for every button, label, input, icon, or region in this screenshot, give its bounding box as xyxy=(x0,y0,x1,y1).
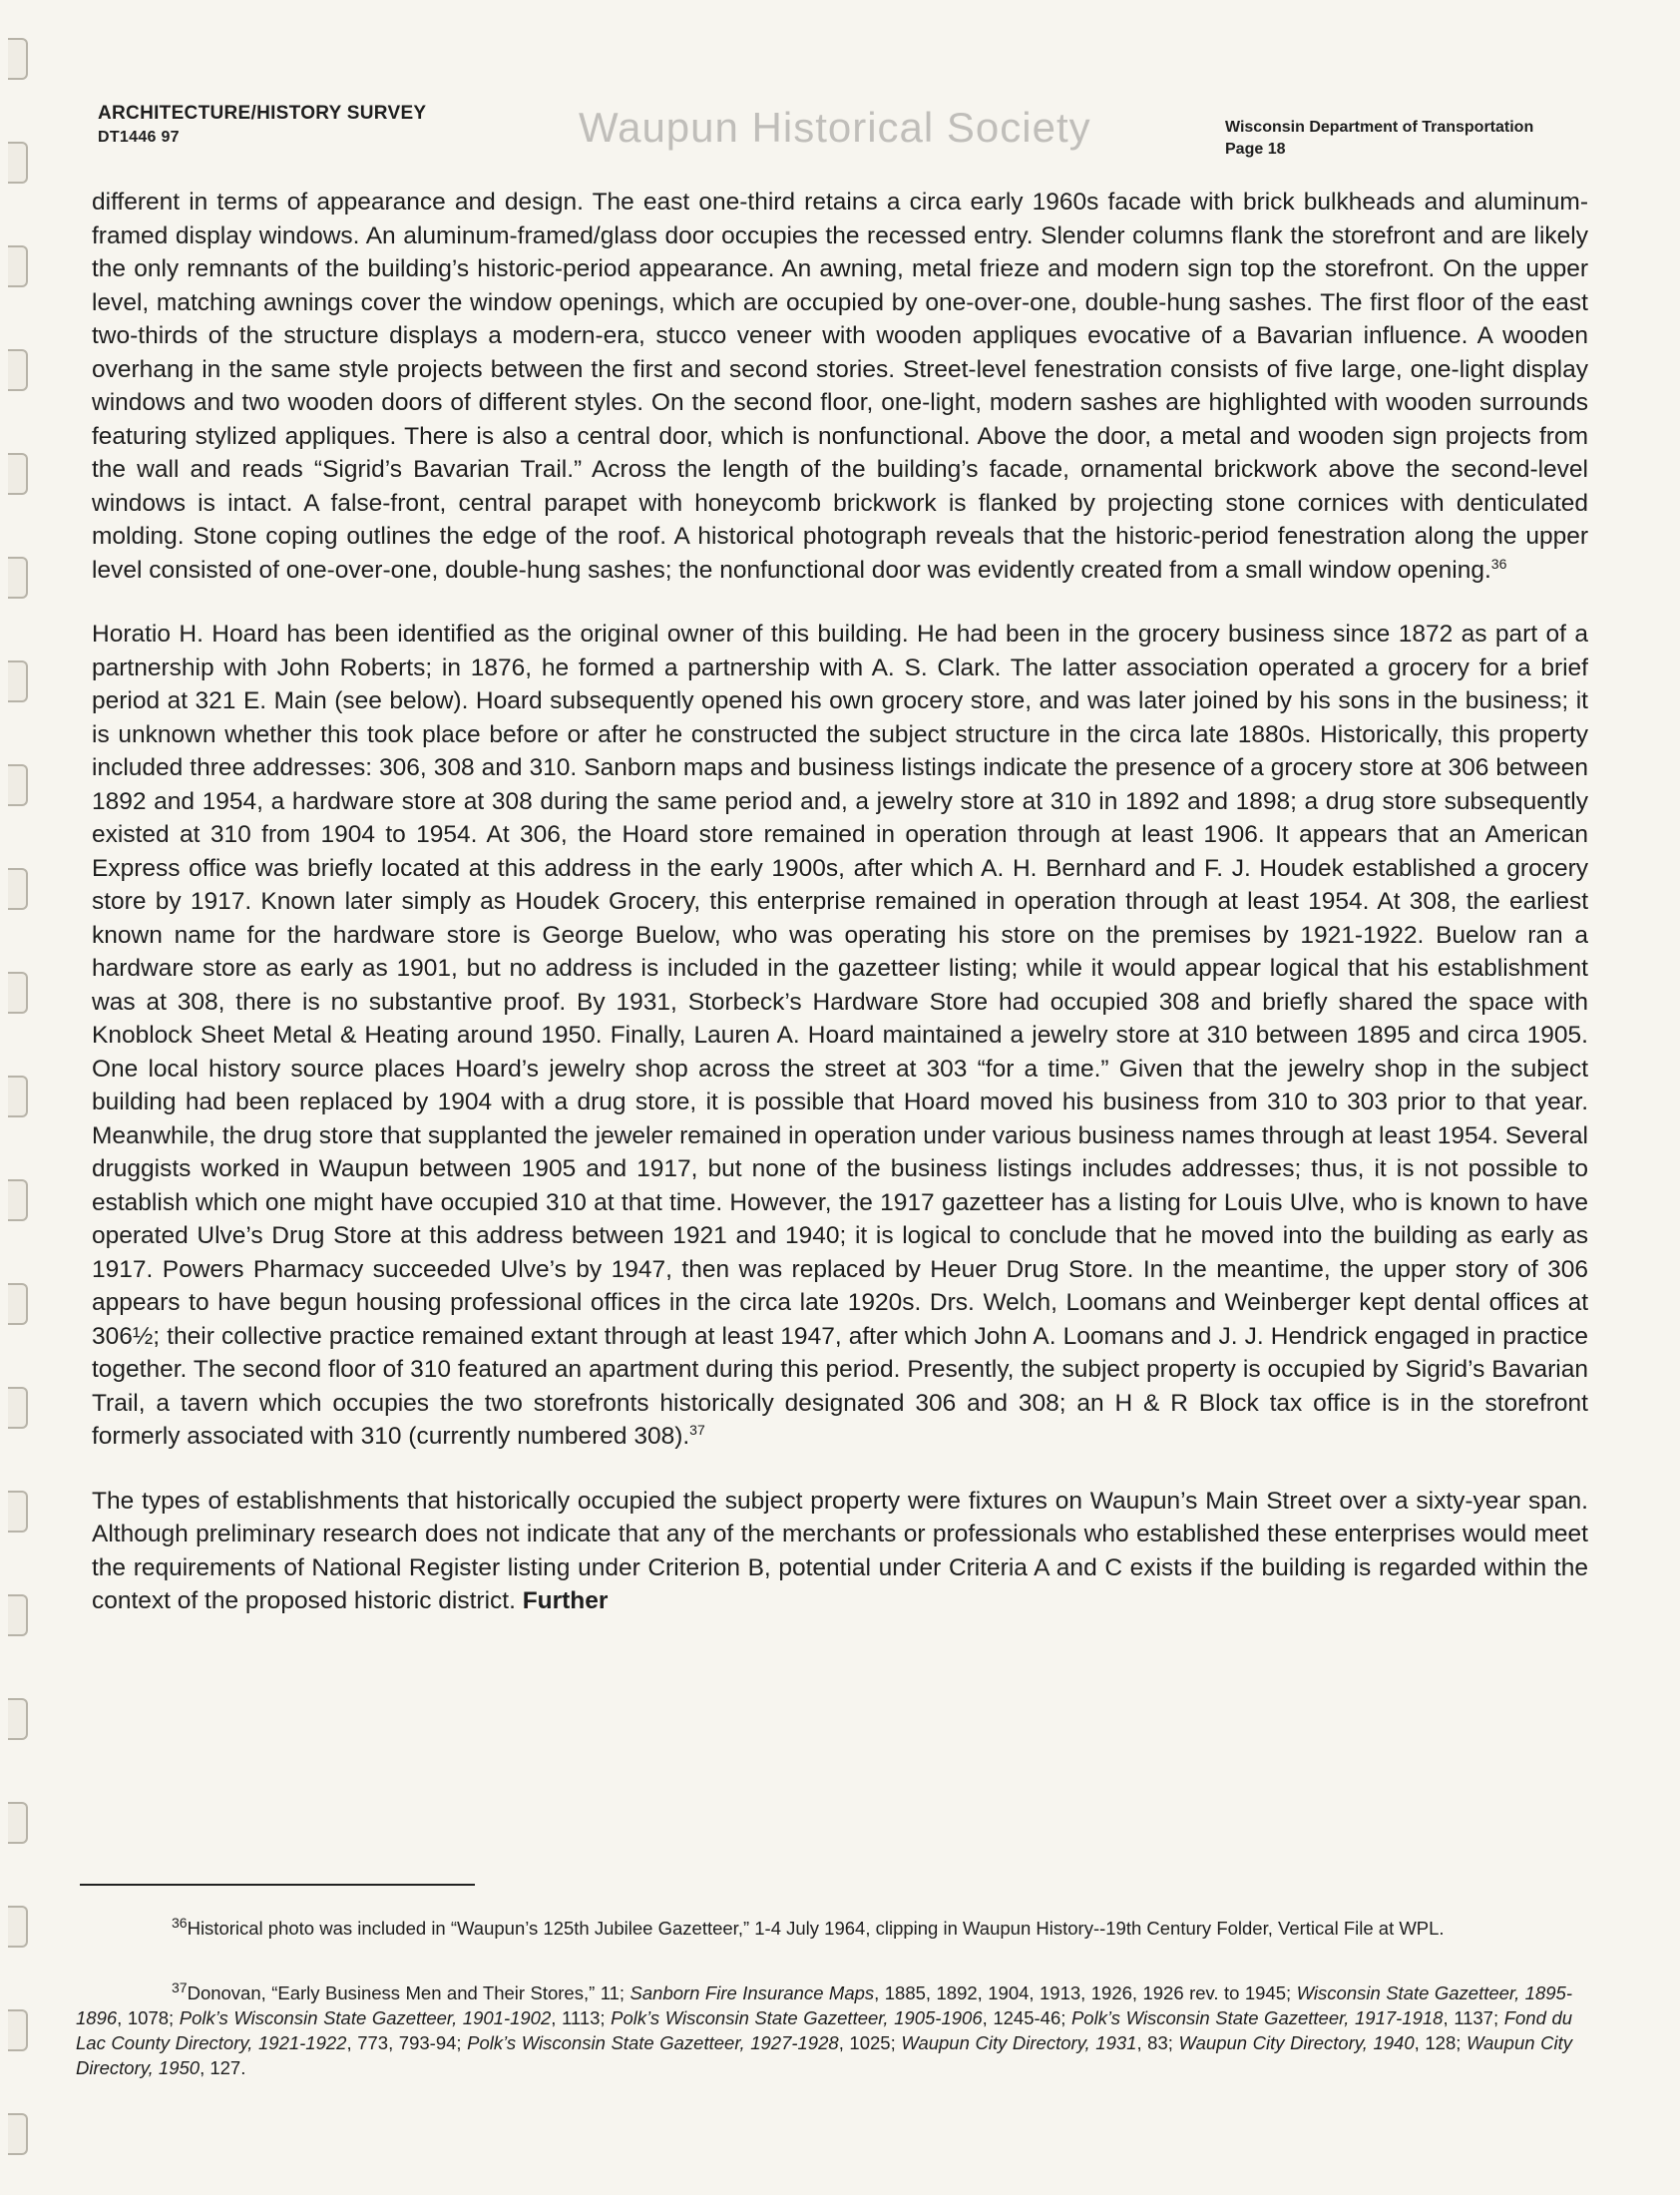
binder-hole xyxy=(8,1698,28,1740)
footnotes xyxy=(76,1916,1572,2120)
paragraph-text: Horatio H. Hoard has been identified as the original owner of this building. He had been in the grocery business since 1872 as part of a partnership with John Roberts; in 1876, he formed a partnership with A. S. Clark. The latter association operated a grocery for a brief period at 321 E. Main (see below). Hoard subsequently opened his own grocery store, and was later joined by his sons in the business; it is unknown whether this took place before or after he constructed the subject structure in the circa late 1880s. Historically, this property included three addresses: 306, 308 and 310. Sanborn maps and business listings indicate the presence of a grocery store at 306 between 1892 and 1954, a hardware store at 308 during the same period and, a jewelry store at 310 in 1892 and 1898; a drug store subsequently existed at 310 from 1904 to 1954. At 306, the Hoard store remained in operation through at least 1906. It appears that an American Express office was briefly located at this address in the early 1900s, after which A. H. Bernhard and F. J. Houdek established a grocery store by 1917. Known later simply as Houdek Grocery, this enterprise remained in operation through at least 1954. At 308, the earliest known name for the hardware store is George Buelow, who was operating his store on the premises by 1921-1922. Buelow ran a hardware store as early as 1901, but no address is included in the gazetteer listing; while it would appear logical that his establishment was at 308, there is no substantive proof. By 1931, Storbeck’s Hardware Store had occupied 308 and briefly shared the space with Knoblock Sheet Metal & Heating around 1950. Finally, Lauren A. Hoard maintained a jewelry store at 310 between 1895 and circa 1905. One local history source places Hoard’s jewelry shop across the street at 303 “for a time.” Given that the jewelry shop in the subject building had been replaced by 1904 with a drug store, it is possible that Hoard moved his business from 310 to 303 prior to that year. Meanwhile, the drug store that supplanted the jeweler remained in operation under various business names through at least 1954. Several druggists worked in Waupun between 1905 and 1917, but none of the business listings includes addresses; thus, it is not possible to establish which one might have occupied 310 at that time. However, the 1917 gazetteer has a listing for Louis Ulve, who is known to have operated Ulve’s Drug Store at this address between 1921 and 1940; it is logical to conclude that he moved into the building as early as 1917. Powers Pharmacy succeeded Ulve’s by 1947, then was replaced by Heuer Drug Store. In the meantime, the upper story of 306 appears to have begun housing professional offices in the circa late 1920s. Drs. Welch, Loomans and Weinberger kept dental offices at 306½; their collective practice remained extant through at least 1947, after which John A. Loomans and J. J. Hendrick engaged in practice together. The second floor of 310 featured an apartment during this period. Presently, the subject property is occupied by Sigrid’s Bavarian Trail, a tavern which occupies the two storefronts historically designated 306 and 308; an H & R Block tax office is in the storefront formerly associated with 310 (currently numbered 308). xyxy=(92,621,1588,1450)
footnote-ref: 36 xyxy=(1490,555,1507,572)
citation-title: Waupun City Directory, 1950 xyxy=(76,2032,1572,2078)
binder-hole xyxy=(8,2009,28,2051)
citation-title: Polk’s Wisconsin State Gazetteer, 1901-1902 xyxy=(179,2007,552,2028)
footnote-divider xyxy=(80,1884,475,1886)
survey-header xyxy=(98,102,426,150)
binder-hole xyxy=(8,1594,28,1636)
binder-hole xyxy=(8,1906,28,1948)
binder-hole xyxy=(8,868,28,910)
binder-hole xyxy=(8,1491,28,1533)
footnote-text: , 1025; xyxy=(838,2032,902,2053)
binder-hole xyxy=(8,1387,28,1429)
binder-hole xyxy=(8,2113,28,2155)
survey-code: DT1446 97 xyxy=(98,129,180,146)
footnote-text: , 1078; xyxy=(117,2007,180,2028)
binder-hole xyxy=(8,349,28,391)
binder-hole xyxy=(8,660,28,702)
citation-title: Waupun City Directory, 1940 xyxy=(1178,2032,1415,2053)
footnote-text: , 773, 793-94; xyxy=(346,2032,468,2053)
binder-hole xyxy=(8,764,28,806)
department-name: Wisconsin Department of Transportation xyxy=(1225,119,1534,136)
binder-hole xyxy=(8,972,28,1014)
paragraph-significance xyxy=(92,1485,1588,1618)
department-header xyxy=(1225,117,1533,161)
footnote-36 xyxy=(76,1916,1572,1941)
footnote-text: Donovan, “Early Business Men and Their Stores,” 11; xyxy=(187,1982,630,2003)
citation-title: Polk’s Wisconsin State Gazetteer, 1917-1918 xyxy=(1070,2007,1444,2028)
footnote-text: , 1885, 1892, 1904, 1913, 1926, 1926 rev. to 1945; xyxy=(874,1982,1297,2003)
binder-hole xyxy=(8,1076,28,1117)
paragraph-facade xyxy=(92,186,1588,587)
page-number: Page 18 xyxy=(1225,141,1286,158)
citation-title: Polk’s Wisconsin State Gazetteer, 1905-1906 xyxy=(611,2007,983,2028)
footnote-text: Historical photo was included in “Waupun’s 125th Jubilee Gazetteer,” 1-4 July 1964, clipping in Waupun History--19th Century Folder, Vertical File at WPL. xyxy=(187,1918,1445,1939)
binder-holes xyxy=(0,0,40,2195)
citation-title: Polk’s Wisconsin State Gazetteer, 1927-1928 xyxy=(467,2032,839,2053)
bold-continuation: Further xyxy=(522,1587,609,1614)
binder-hole xyxy=(8,1802,28,1844)
survey-title: ARCHITECTURE/HISTORY SURVEY xyxy=(98,103,427,124)
footnote-text: , 1113; xyxy=(551,2007,612,2028)
binder-hole xyxy=(8,245,28,287)
footnote-number: 37 xyxy=(172,1978,188,1995)
footnote-ref: 37 xyxy=(689,1421,705,1438)
footnote-text: , 1137; xyxy=(1443,2007,1504,2028)
binder-hole xyxy=(8,1283,28,1325)
citation-title: Fond du Lac County Directory, 1921-1922 xyxy=(76,2007,1573,2053)
footnote-37 xyxy=(76,1980,1572,2080)
watermark: Waupun Historical Society xyxy=(579,104,1091,151)
binder-hole xyxy=(8,557,28,599)
paragraph-text: The types of establishments that historically occupied the subject property were fixtures on Waupun’s Main Street over a sixty-year span. Although preliminary research does not indicate that any of the merchants or professionals who established these enterprises would meet the requirements of National Register listing under Criterion B, potential under Criteria A and C exists if the building is regarded within the context of the proposed historic district. xyxy=(92,1487,1588,1614)
paragraph-text: different in terms of appearance and design. The east one-third retains a circa early 1960s facade with brick bulkheads and aluminum-framed display windows. An aluminum-framed/glass door occupies the recessed entry. Slender columns flank the storefront and are likely the only remnants of the building’s historic-period appearance. An awning, metal frieze and modern sign top the storefront. On the upper level, matching awnings cover the window openings, which are occupied by one-over-one, double-hung sashes. The first floor of the east two-thirds of the structure displays a modern-era, stucco veneer with wooden appliques evocative of a Bavarian influence. A wooden overhang in the same style projects between the first and second stories. Street-level fenestration consists of five large, one-light display windows and two wooden doors of different styles. On the second floor, one-light, modern sashes are highlighted with wooden surrounds featuring stylized appliques. There is also a central door, which is nonfunctional. Above the door, a metal and wooden sign projects from the wall and reads “Sigrid’s Bavarian Trail.” Across the length of the building’s facade, ornamental brickwork above the second-level windows is intact. A false-front, central parapet with honeycomb brickwork is flanked by projecting stone cornices with denticulated molding. Stone coping outlines the edge of the roof. A historical photograph reveals that the historic-period fenestration along the upper level consisted of one-over-one, double-hung sashes; the nonfunctional door was evidently created from a small window opening. xyxy=(92,189,1588,584)
footnote-text: , 83; xyxy=(1136,2032,1179,2053)
footnote-text: , 128; xyxy=(1414,2032,1467,2053)
binder-hole xyxy=(8,142,28,184)
footnote-number: 36 xyxy=(172,1914,188,1931)
paragraph-history xyxy=(92,618,1588,1454)
citation-title: Wisconsin State Gazetteer, 1895-1896 xyxy=(76,1982,1572,2028)
binder-hole xyxy=(8,453,28,495)
citation-title: Sanborn Fire Insurance Maps xyxy=(630,1982,875,2003)
citation-title: Waupun City Directory, 1931 xyxy=(901,2032,1137,2053)
footnote-text: , 1245-46; xyxy=(982,2007,1071,2028)
body-text xyxy=(92,186,1588,1649)
binder-hole xyxy=(8,1179,28,1221)
binder-hole xyxy=(8,38,28,80)
footnote-text: , 127. xyxy=(200,2057,246,2078)
